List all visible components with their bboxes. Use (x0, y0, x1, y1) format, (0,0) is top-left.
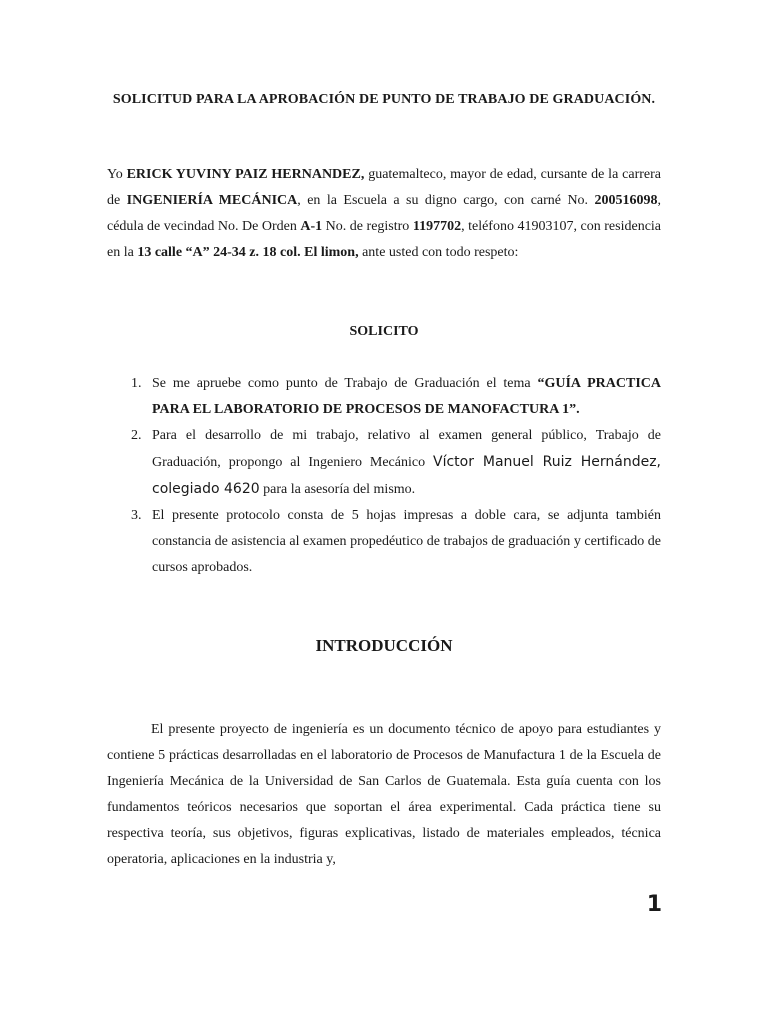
carne-number: 200516098 (594, 193, 658, 208)
residence-address: 13 calle “A” 24-34 z. 18 col. El limon, (137, 245, 359, 260)
orden-number: A-1 (300, 219, 323, 234)
document-title: SOLICITUD PARA LA APROBACIÓN DE PUNTO DE TRABAJO DE GRADUACIÓN. (112, 92, 656, 107)
list-number: 1. (131, 376, 142, 391)
solicito-heading: SOLICITO (349, 324, 419, 339)
list-text: Se me apruebe como punto de Trabajo de Graduación el tema (152, 376, 538, 391)
list-text: para la asesoría del mismo. (259, 482, 416, 497)
request-text: No. de registro (322, 219, 413, 234)
thesis-topic: “GUÍA PRACTICA PARA EL LABORATORIO DE PROCESOS DE MANOFACTURA 1”. (152, 376, 661, 417)
request-text: ante usted con todo respeto: (358, 245, 519, 260)
list-number: 2. (131, 428, 142, 443)
request-text: , teléfono 41903107, con residencia en la (107, 219, 662, 260)
advisor-name: Víctor Manuel Ruiz Hernández, colegiado 4620 (152, 454, 661, 497)
page-number: 1 (646, 892, 662, 917)
request-text: , en la Escuela a su digno cargo, con carné No. (297, 193, 595, 208)
registro-number: 1197702 (412, 219, 462, 234)
applicant-name: ERICK YUVINY PAIZ HERNANDEZ, (126, 167, 365, 182)
request-text: , cédula de vecindad No. De Orden (107, 193, 661, 234)
career-name: INGENIERÍA MECÁNICA (126, 193, 298, 208)
request-paragraph (107, 162, 661, 266)
list-item (107, 503, 661, 581)
request-list (107, 371, 661, 581)
introduction-heading: INTRODUCCIÓN (315, 636, 453, 655)
list-item (107, 423, 661, 503)
list-text: El presente protocolo consta de 5 hojas impresas a doble cara, se adjunta también constancia de asistencia al examen propedéutico de trabajos de graduación y certificado de cursos aprobados. (152, 508, 661, 575)
list-text: Para el desarrollo de mi trabajo, relativo al examen general público, Trabajo de Graduación, propongo al Ingeniero Mecánico (152, 428, 661, 470)
list-number: 3. (131, 508, 142, 523)
list-item (107, 371, 661, 423)
request-text: guatemalteco, mayor de edad, cursante de la carrera de (107, 167, 661, 208)
introduction-body: El presente proyecto de ingeniería es un documento técnico de apoyo para estudiantes y contiene 5 prácticas desarrolladas en el laboratorio de Procesos de Manufactura 1 de la Escuela de Ingeniería Mecánica de la Universidad de San Carlos de Guatemala. Esta guía cuenta con los fundamentos teóricos necesarios que soportan el área experimental. Cada práctica tiene su respectiva teoría, sus objetivos, figuras explicativas, listado de materiales empleados, técnica operatoria, aplicaciones en la industria y, (107, 722, 661, 867)
request-text: Yo (107, 167, 127, 182)
